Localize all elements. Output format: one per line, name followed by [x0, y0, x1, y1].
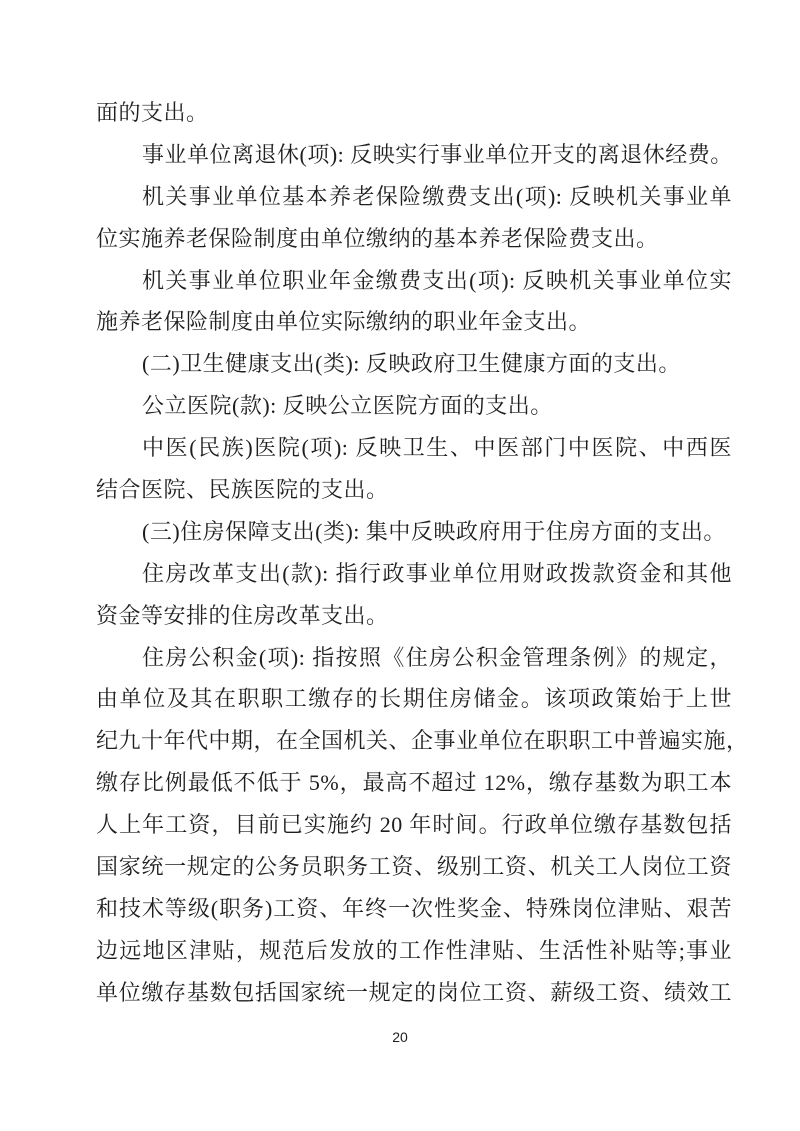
- text-line: (三)住房保障支出(类): 集中反映政府用于住房方面的支出。: [142, 518, 726, 544]
- text-line: 缴存比例最低不低于 5%，最高不超过 12%，缴存基数为职工本: [96, 770, 732, 796]
- page-number: 20: [392, 1029, 408, 1045]
- document-body: [96, 92, 749, 1014]
- text-line: 机关事业单位基本养老保险缴费支出(项): 反映机关事业单: [142, 183, 732, 209]
- text-line: 边远地区津贴，规范后发放的工作性津贴、生活性补贴等;事业: [96, 937, 732, 963]
- text-line: 单位缴存基数包括国家统一规定的岗位工资、薪级工资、绩效工: [96, 979, 732, 1005]
- text-line: 由单位及其在职职工缴存的长期住房储金。该项政策始于上世: [96, 686, 732, 712]
- text-line: 国家统一规定的公务员职务工资、级别工资、机关工人岗位工资: [96, 854, 732, 880]
- text-line: 住房改革支出(款): 指行政事业单位用财政拨款资金和其他: [142, 560, 732, 586]
- text-line: 公立医院(款): 反映公立医院方面的支出。: [142, 393, 553, 419]
- text-line: 资金等安排的住房改革支出。: [96, 602, 389, 628]
- text-line: 和技术等级(职务)工资、年终一次性奖金、特殊岗位津贴、艰苦: [96, 895, 732, 921]
- text-line: 事业单位离退休(项): 反映实行事业单位开支的离退休经费。: [142, 141, 733, 167]
- text-line: 机关事业单位职业年金缴费支出(项): 反映机关事业单位实: [142, 267, 732, 293]
- text-line: 结合医院、民族医院的支出。: [96, 477, 389, 503]
- text-line: (二)卫生健康支出(类): 反映政府卫生健康方面的支出。: [142, 351, 681, 377]
- text-line: 中医(民族)医院(项): 反映卫生、中医部门中医院、中西医: [142, 435, 732, 461]
- text-line: 人上年工资，目前已实施约 20 年时间。行政单位缴存基数包括: [96, 812, 732, 838]
- text-line: 面的支出。: [96, 100, 209, 125]
- text-line: 住房公积金(项): 指按照《住房公积金管理条例》的规定，: [142, 644, 732, 670]
- text-line: 位实施养老保险制度由单位缴纳的基本养老保险费支出。: [96, 225, 659, 251]
- text-line: 施养老保险制度由单位实际缴纳的职业年金支出。: [96, 309, 592, 335]
- text-line: 纪九十年代中期，在全国机关、企事业单位在职职工中普遍实施，: [96, 728, 749, 754]
